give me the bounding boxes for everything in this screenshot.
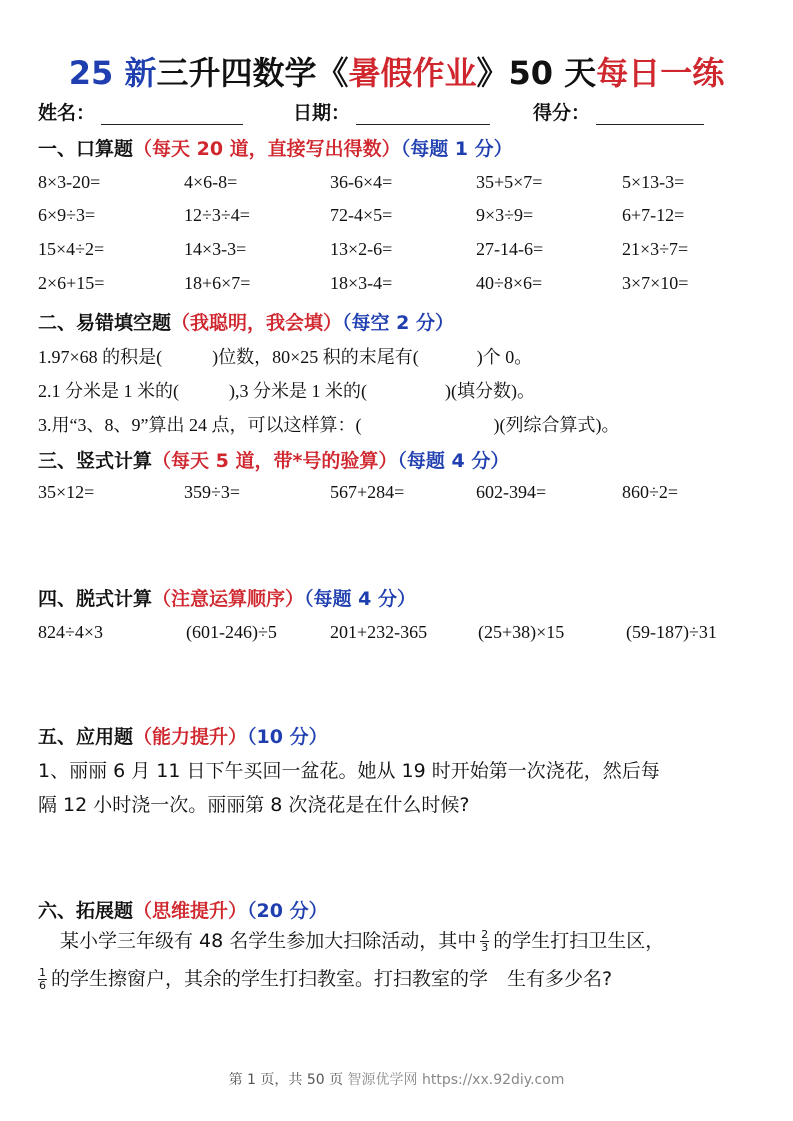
step-calc-item: (59-187)÷31 (626, 622, 717, 642)
fill-question-2 (38, 377, 535, 403)
date-label: 日期： (293, 102, 351, 124)
fraction-denominator: 3 (481, 941, 489, 954)
section-1-points: （每题 1 分） (400, 138, 513, 160)
oral-problem: 4×6-8= (184, 172, 238, 192)
section-1-heading (38, 134, 513, 161)
page-footer (0, 1069, 793, 1089)
section-2-points: （每空 2 分） (342, 312, 454, 334)
oral-row (0, 172, 793, 196)
section-5-heading (38, 722, 328, 749)
section-3-points: （每题 4 分） (397, 450, 510, 472)
vertical-calc-item: 567+284= (330, 482, 405, 502)
title-prefix: 25 新 (68, 54, 157, 92)
vertical-calc-item: 359÷3= (184, 482, 241, 502)
extension-text-c: 的学生擦窗户，其余的学生打扫教室。打扫教室的学 生有多少名? (51, 968, 613, 990)
extension-line-1 (60, 924, 664, 958)
vertical-calc-item: 602-394= (476, 482, 547, 502)
section-4-note: （注意运算顺序） (152, 588, 305, 610)
section-4-points: （每题 4 分） (304, 588, 416, 610)
oral-problem: 27-14-6= (476, 239, 544, 259)
oral-row (0, 205, 793, 229)
step-calc-row (0, 622, 793, 646)
fill-question-3 (38, 411, 619, 437)
oral-problem: 15×4÷2= (38, 239, 105, 259)
section-5-note: （能力提升） (133, 726, 248, 748)
fill-q2-part-a: 2.1 分米是 1 米的( (38, 381, 179, 401)
section-2-note: （我聪明，我会填） (171, 312, 343, 334)
fill-question-1 (38, 343, 532, 369)
section-6-points: （20 分） (247, 900, 328, 922)
fill-q1-part-a: 1.97×68 的积是( (38, 347, 163, 367)
section-1-title: 一、口算题 (38, 138, 134, 160)
fill-q1-part-c: )个 0。 (476, 347, 533, 367)
extension-text-b: 的学生打扫卫生区， (493, 930, 665, 952)
title-days: 》50 天 (476, 54, 597, 92)
fill-q3-part-b: )(列综合算式)。 (493, 415, 620, 435)
step-calc-item: (601-246)÷5 (186, 622, 277, 642)
section-2-title: 二、易错填空题 (38, 312, 172, 334)
section-6-title: 六、拓展题 (38, 900, 134, 922)
fraction-two-thirds (480, 929, 489, 954)
fraction-numerator: 1 (39, 966, 46, 979)
oral-problem: 2×6+15= (38, 273, 105, 293)
section-3-title: 三、竖式计算 (38, 450, 153, 472)
page-number: 第 1 页，共 50 页 (228, 1072, 344, 1088)
step-calc-item: 824÷4×3 (38, 622, 104, 642)
fill-q1-part-b: )位数，80×25 积的末尾有( (212, 347, 419, 367)
oral-problem: 13×2-6= (330, 239, 393, 259)
fill-q2-part-c: )(填分数)。 (445, 381, 535, 401)
fill-q3-part-a: 3.用“3、8、9”算出 24 点，可以这样算：( (38, 415, 362, 435)
fill-q2-part-b: ),3 分米是 1 米的( (229, 381, 367, 401)
step-calc-item: 201+232-365 (330, 622, 428, 642)
vertical-calc-item: 35×12= (38, 482, 95, 502)
section-6-heading (38, 896, 328, 923)
oral-problem: 8×3-20= (38, 172, 101, 192)
section-4-title: 四、脱式计算 (38, 588, 153, 610)
oral-problem: 18×3-4= (330, 273, 393, 293)
fraction-numerator: 2 (481, 928, 489, 941)
fraction-denominator: 6 (39, 979, 46, 992)
vertical-calc-row (0, 482, 793, 506)
extension-text-a: 某小学三年级有 48 名学生参加大扫除活动，其中 (60, 930, 477, 952)
oral-problem: 3×7×10= (622, 273, 689, 293)
oral-problem: 5×13-3= (622, 172, 685, 192)
vertical-calc-item: 860÷2= (622, 482, 679, 502)
section-5-points: （10 分） (247, 726, 328, 748)
oral-row (0, 273, 793, 297)
section-2-heading (38, 308, 454, 335)
oral-problem: 21×3÷7= (622, 239, 689, 259)
name-label: 姓名： (38, 102, 96, 124)
oral-problem: 72-4×5= (330, 205, 393, 225)
section-5-title: 五、应用题 (38, 726, 134, 748)
date-field (293, 98, 490, 125)
oral-problem: 40÷8×6= (476, 273, 543, 293)
title-highlight: 暑假作业 (348, 54, 477, 92)
extension-line-2 (38, 962, 612, 996)
score-blank[interactable] (596, 105, 704, 125)
oral-problem: 35+5×7= (476, 172, 543, 192)
date-blank[interactable] (356, 105, 490, 125)
title-grade: 三升四数学《 (156, 54, 349, 92)
score-field (533, 98, 704, 125)
title-daily: 每日一练 (596, 54, 725, 92)
page-title (0, 48, 793, 94)
section-3-heading (38, 446, 509, 473)
fraction-one-sixth (38, 967, 47, 992)
section-4-heading (38, 584, 416, 611)
section-3-note: （每天 5 道，带*号的验算） (152, 450, 398, 472)
score-label: 得分： (533, 102, 591, 124)
oral-problem: 6+7-12= (622, 205, 685, 225)
watermark: 智源优学网 https://xx.92diy.com (347, 1072, 565, 1088)
word-problem-line-2: 隔 12 小时浇一次。丽丽第 8 次浇花是在什么时候? (38, 794, 470, 816)
oral-problem: 14×3-3= (184, 239, 247, 259)
oral-problem: 36-6×4= (330, 172, 393, 192)
section-6-note: （思维提升） (133, 900, 248, 922)
oral-row (0, 239, 793, 263)
oral-problem: 18+6×7= (184, 273, 251, 293)
oral-problem: 6×9÷3= (38, 205, 96, 225)
oral-problem: 9×3÷9= (476, 205, 534, 225)
name-field (38, 98, 243, 125)
word-problem-line-1: 1、丽丽 6 月 11 日下午买回一盆花。她从 19 时开始第一次浇花，然后每 (38, 760, 660, 782)
name-blank[interactable] (101, 105, 243, 125)
section-1-note: （每天 20 道，直接写出得数） (133, 138, 401, 160)
oral-problem: 12÷3÷4= (184, 205, 250, 225)
step-calc-item: (25+38)×15 (478, 622, 565, 642)
